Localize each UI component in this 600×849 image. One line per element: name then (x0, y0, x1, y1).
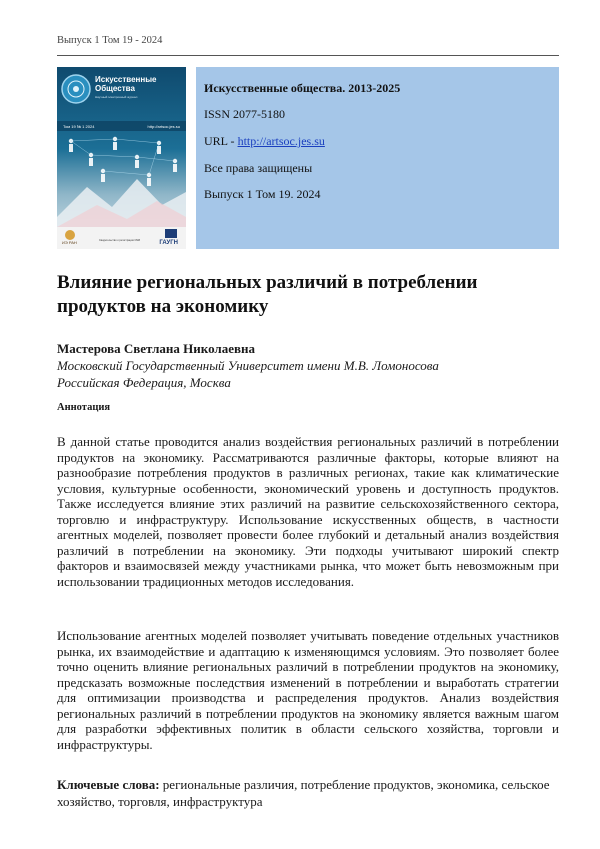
cover-logo-left: ИЭ РАН (62, 240, 77, 245)
cover-url: http://artsoc.jes.su (148, 124, 180, 129)
cover-tagline: Научный электронный журнал (95, 95, 183, 99)
abstract-heading: Аннотация (57, 402, 110, 413)
author-affiliation: Московский Государственный Университет имени М.В. Ломоносова (57, 358, 439, 374)
author-name: Мастерова Светлана Николаевна (57, 341, 255, 357)
abstract-paragraph-1: В данной статье проводится анализ воздействия региональных различий в потреблении продуктов на экономику. Рассматриваются различные факторы, которые влияют на разнообразие потребления продуктов в различных регионах, такие как климатические условия, культурные особенности, экономический уровень и доступность продуктов. Также исследуется влияние этих различий на развитие сельскохозяйственного сектора, торговлю и инфраструктуру. Использование искусственных обществ, в частности агентных моделей, позволяет провести более глубокий и детальный анализ воздействия различий в потреблении на экономику. Эти подходы учитывают широкий спектр факторов и взаимосвязей между участниками рынка, что может быть невозможным при использовании традиционных методов исследования. (57, 434, 559, 589)
header-divider (57, 55, 559, 56)
article-title: Влияние региональных различий в потреблении продуктов на экономику (57, 271, 557, 319)
journal-name: Искусственные общества. 2013-2025 (204, 81, 400, 96)
running-header: Выпуск 1 Том 19 - 2024 (57, 35, 162, 46)
keywords-label: Ключевые слова: (57, 777, 160, 792)
cover-note: Свидетельство о регистрации СМИ (99, 239, 145, 242)
journal-cover-image (57, 67, 186, 249)
journal-info-box (196, 67, 559, 249)
journal-url-line (204, 134, 325, 149)
keywords-list: региональные различия, потребление продуктов, экономика, сельское хозяйство, торговля, инфраструктура (57, 777, 550, 809)
cover-logo-right: ГАУГН (159, 240, 178, 246)
journal-issue: Выпуск 1 Том 19. 2024 (204, 187, 320, 202)
abstract-paragraph-2: Использование агентных моделей позволяет учитывать поведение отдельных участников рынка, их взаимодействие и адаптацию к изменяющимся условиям. Это позволяет более точно оценить влияние региональных различий в потреблении продуктов на экономику, предсказать возможные последствия изменений в потреблении и выработать стратегии для оптимизации производства и распределения продуктов. Анализ воздействия региональных различий в потреблении продуктов на экономику является важным шагом для разработки эффективных политик в области сельского хозяйства, торговли и инфраструктуры. (57, 628, 559, 752)
author-location: Российская Федерация, Москва (57, 375, 231, 391)
cover-title: Искусственные Общества (95, 75, 156, 93)
cover-issue: Том 19 № 1 2024 (63, 124, 94, 129)
journal-url-link[interactable]: http://artsoc.jes.su (238, 134, 325, 148)
journal-issn: ISSN 2077-5180 (204, 107, 285, 122)
keywords (57, 776, 559, 810)
journal-rights: Все права защищены (204, 161, 312, 176)
journal-url-label: URL - (204, 134, 238, 148)
